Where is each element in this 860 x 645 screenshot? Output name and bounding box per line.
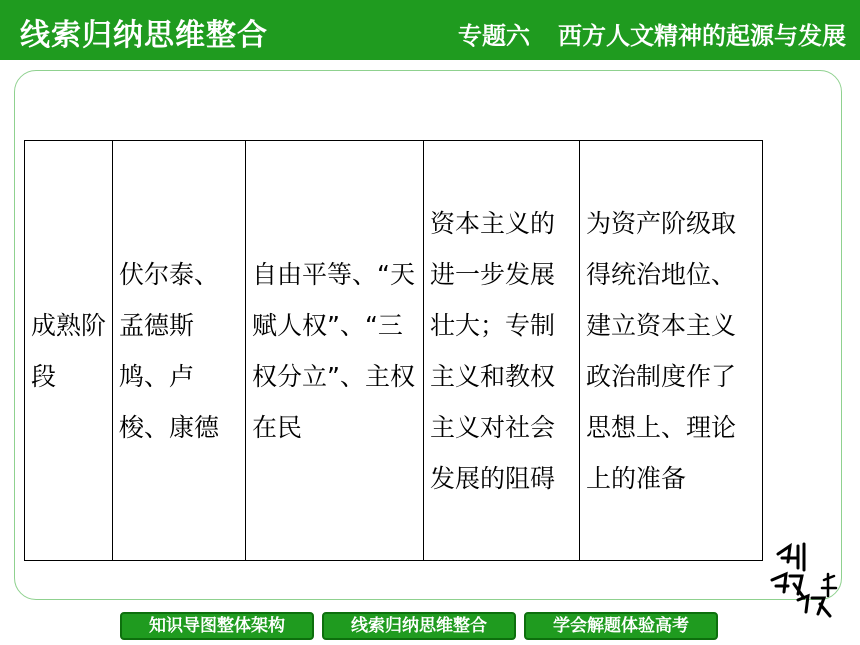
cell-influence: 资本主义的进一步发展壮大；专制主义和教权主义对社会发展的阻碍 [424,141,580,561]
nav-button-knowledge-map[interactable]: 知识导图整体架构 [120,612,314,640]
page-title: 线索归纳思维整合 [20,18,268,53]
nav-button-exam-practice[interactable]: 学会解题体验高考 [524,612,718,640]
table-row [25,141,763,561]
topic-label: 专题六 [458,22,530,50]
innovation-design-logo [768,540,840,622]
subject-label: 西方人文精神的起源与发展 [558,22,846,50]
cell-significance: 为资产阶级取得统治地位、建立资本主义政治制度作了思想上、理论上的准备 [580,141,763,561]
summary-table [24,140,763,561]
cell-stage: 成熟阶段 [25,141,113,561]
cell-ideas: 自由平等、“天赋人权”、“三权分立”、主权在民 [246,141,424,561]
header-subtitle [458,16,846,51]
cell-people: 伏尔泰、孟德斯鸠、卢梭、康德 [113,141,246,561]
header-bar [0,0,860,60]
nav-button-clue-summary[interactable]: 线索归纳思维整合 [322,612,516,640]
